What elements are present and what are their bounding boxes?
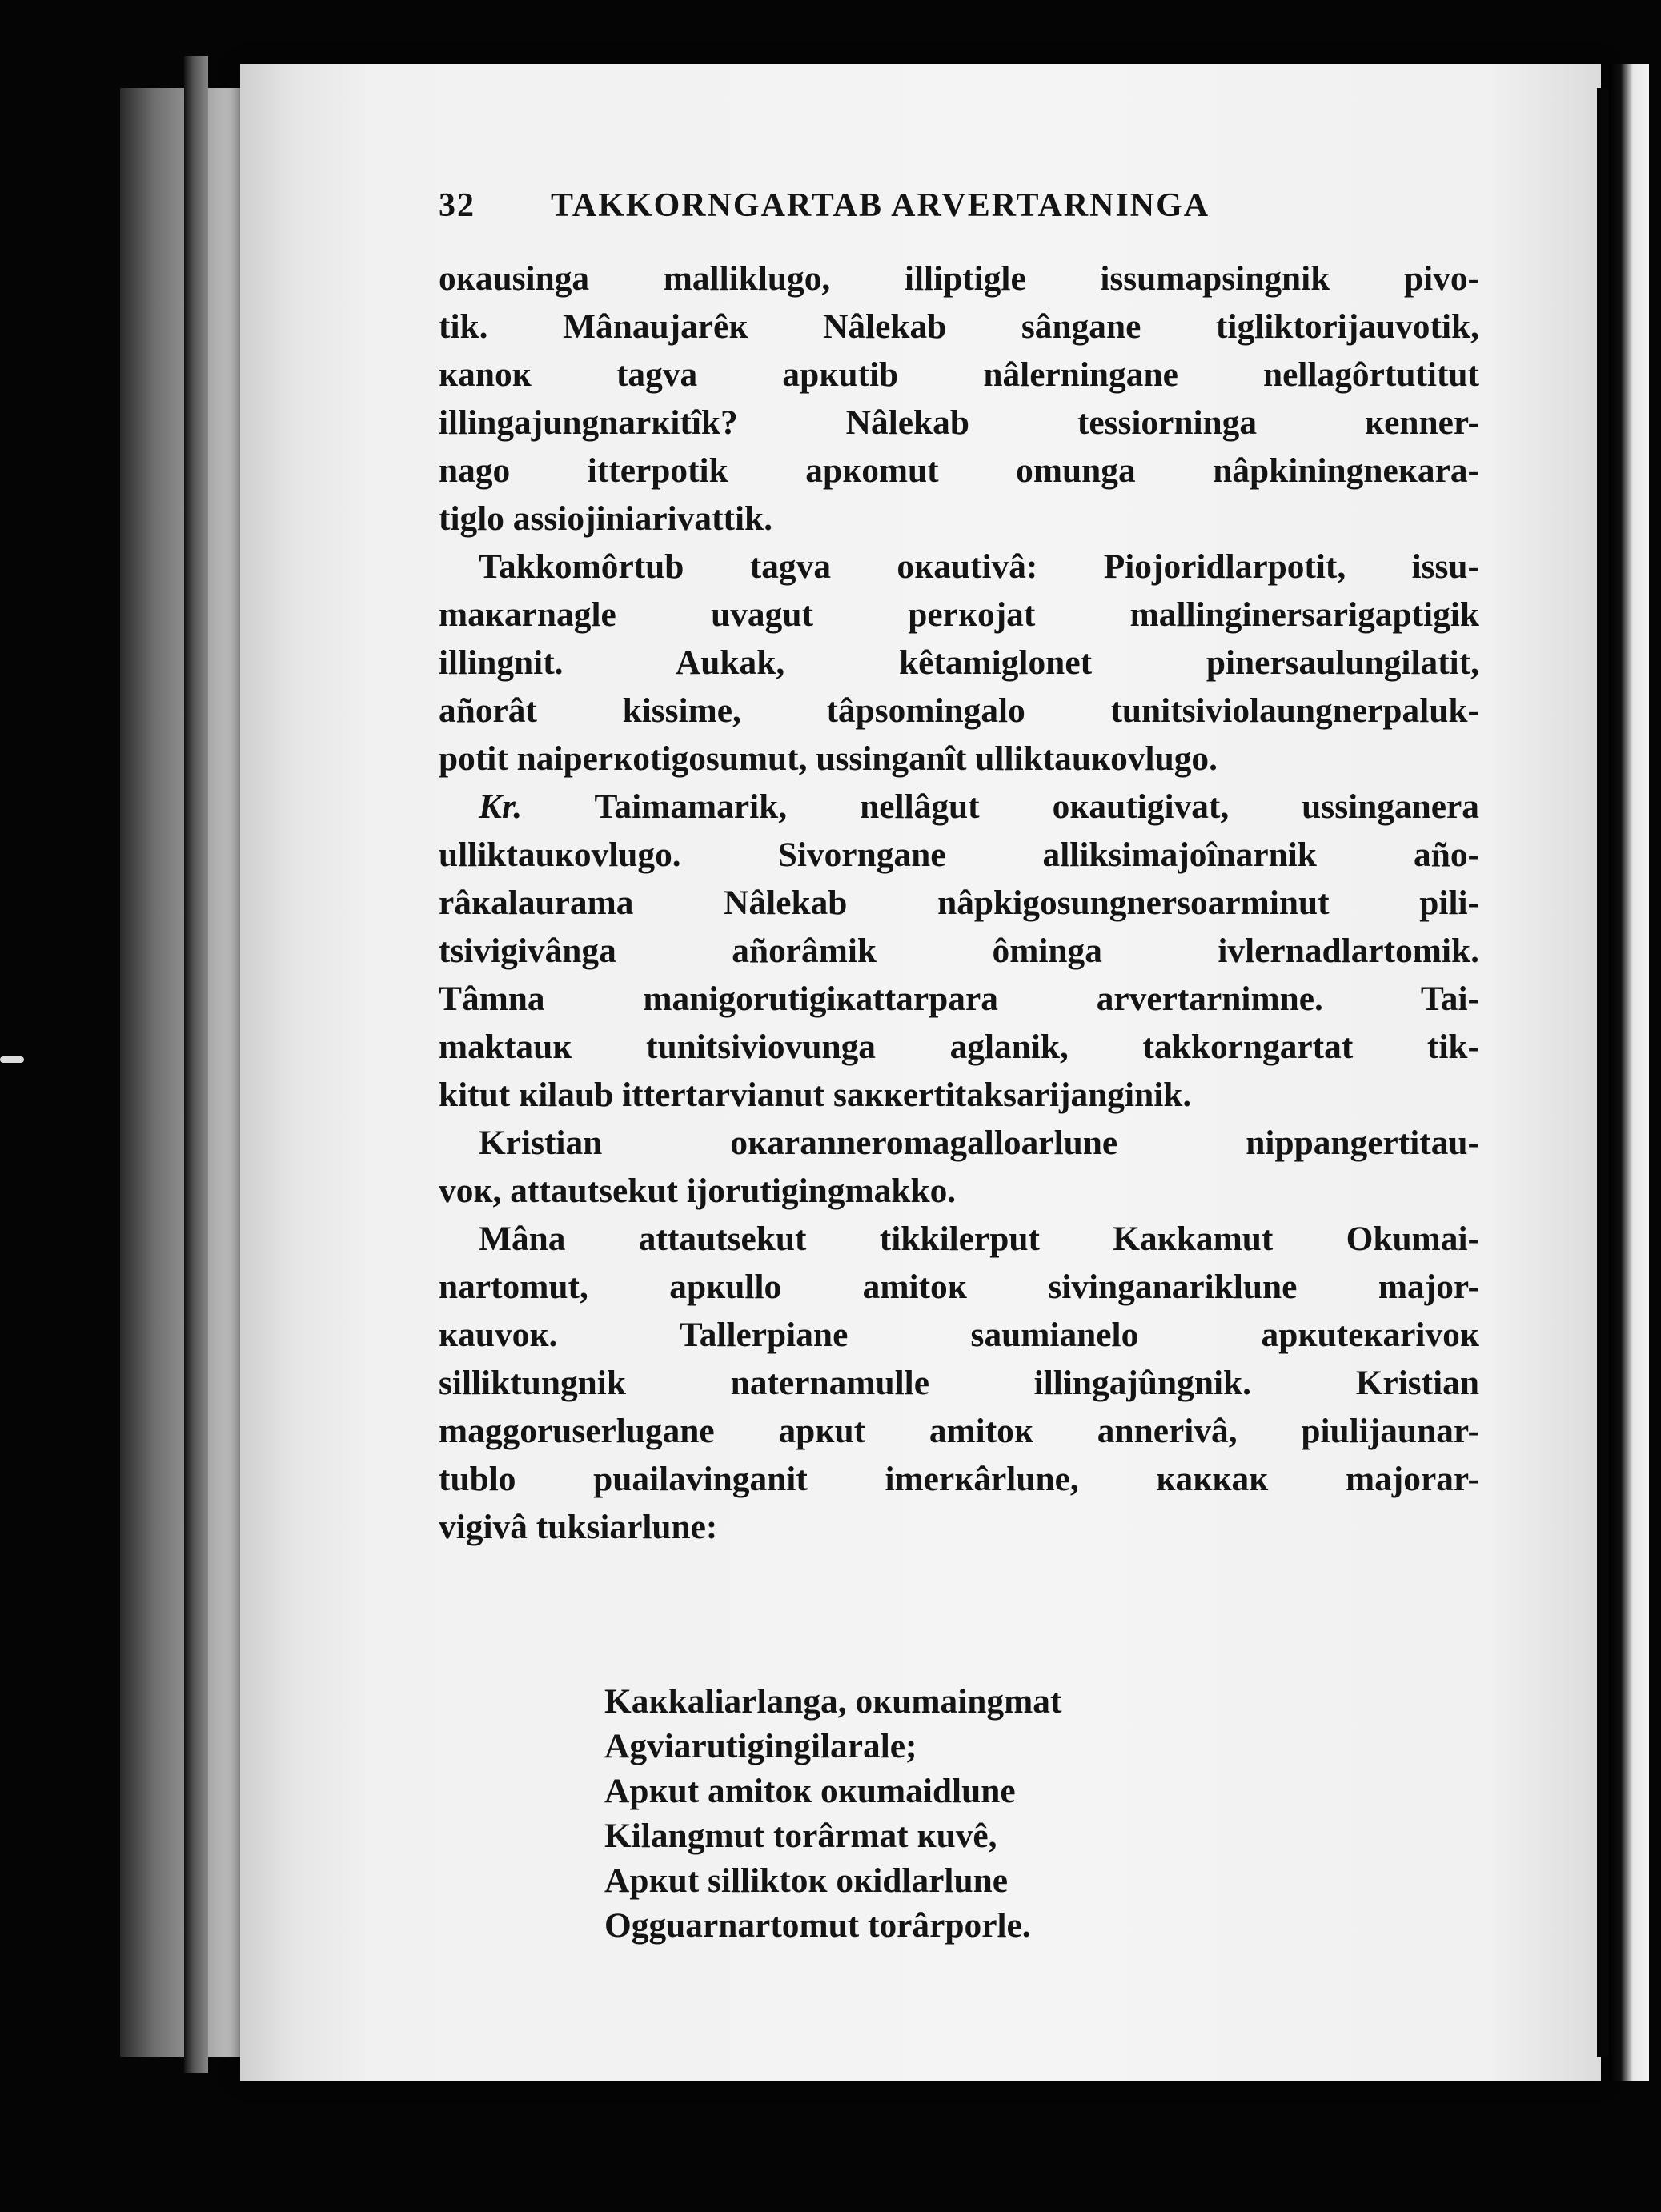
speaker-abbrev: Kr.: [479, 787, 523, 826]
text-line: maggoruserlugane apĸut amitoĸ annerivâ, piulijaunar-: [439, 1412, 1479, 1450]
text-line: oĸausinga malliklugo, illiptigle issumapsingnik pivo-: [439, 259, 1479, 298]
verse-line: Apĸut silliktoĸ oĸidlarlune: [604, 1861, 1008, 1900]
running-head: [439, 186, 1351, 225]
text-line: illingajungnarĸitîk? Nâlekab tessiorninga ĸenner-: [439, 403, 1479, 442]
text-line: Tâmna manigorutigiĸattarpara arvertarnimne. Tai-: [439, 980, 1479, 1018]
text-line: voĸ, attautsekut ijorutigingmakko.: [439, 1172, 957, 1210]
text-line: maĸarnagle uvagut perĸojat mallinginersarigaptigik: [439, 595, 1479, 634]
text-line: maktauĸ tunitsiviovunga aglanik, takkorngartat tik-: [439, 1028, 1479, 1066]
text-line: Kristian oĸaranneromagalloarlune nippangertitau-: [479, 1124, 1479, 1162]
binding-edge: [184, 56, 208, 2073]
adjacent-page-edge: [1609, 64, 1649, 2081]
text-line: ĸauvoĸ. Tallerpiane saumianelo apĸuteĸarivoĸ: [439, 1316, 1479, 1354]
verse-line: Apĸut amitoĸ oĸumaidlune: [604, 1772, 1016, 1810]
film-mark: [0, 1056, 24, 1063]
text-line: râĸalaurama Nâlekab nâpkigosungnersoarminut pili-: [439, 884, 1479, 922]
text-line: añorât kissime, tâpsomingalo tunitsiviolaungnerpaluk-: [439, 691, 1479, 730]
verse-line: Kilangmut torârmat ĸuvê,: [604, 1817, 997, 1855]
verse-line: Ogguarnartomut torârporle.: [604, 1906, 1031, 1945]
text-line: potit naiperĸotigosumut, ussinganît ulliktauĸovlugo.: [439, 739, 1218, 778]
text-line: tublo puailavinganit imerĸârlune, ĸaĸĸaĸ majorar-: [439, 1460, 1479, 1498]
running-title: TAKKORNGARTAB ARVERTARNINGA: [551, 187, 1210, 224]
verse-line: Agviarutigingilarale;: [604, 1727, 917, 1765]
text-line: ĸanoĸ tagva apĸutib nâlerningane nellagôrtutitut: [439, 355, 1479, 394]
text-line: illingnit. Aukak, kêtamiglonet pinersaulungilatit,: [439, 643, 1479, 682]
text-line: [439, 783, 1479, 831]
body-text: [439, 254, 1479, 1551]
text-line: kitut ĸilaub ittertarvianut saĸĸertitaksarijanginik.: [439, 1076, 1192, 1114]
text-line: nartomut, apĸullo amitoĸ sivinganariklune major-: [439, 1268, 1479, 1306]
page-number: 32: [439, 187, 475, 224]
verse-block: [604, 1679, 1061, 1948]
text-line: tik. Mânaujarêĸ Nâlekab sângane tigliktorijauvotik,: [439, 307, 1479, 346]
text-line: tiglo assiojiniarivattik.: [439, 499, 773, 538]
text-line: ulliktauĸovlugo. Sivorngane alliksimajoînarnik año-: [439, 836, 1479, 874]
text-line: tsivigivânga añorâmik ôminga ivlernadlartomik.: [439, 932, 1479, 970]
text-line: Takkomôrtub tagva oĸautivâ: Piojoridlarpotit, issu-: [479, 547, 1479, 586]
text-line: nago itterpotik apĸomut omunga nâpkiningneĸara-: [439, 451, 1479, 490]
text-line: Mâna attautsekut tikkilerput Kaĸkamut Okumai-: [479, 1220, 1479, 1258]
text-fragment: Taimamarik, nellâgut oĸautigivat, ussinganera: [522, 787, 1479, 826]
text-line: silliktungnik naternamulle illingajûngnik. Kristian: [439, 1364, 1479, 1402]
text-line: vigivâ tuksiarlune:: [439, 1508, 718, 1546]
verse-line: Kaĸkaliarlanga, oĸumaingmat: [604, 1682, 1062, 1721]
